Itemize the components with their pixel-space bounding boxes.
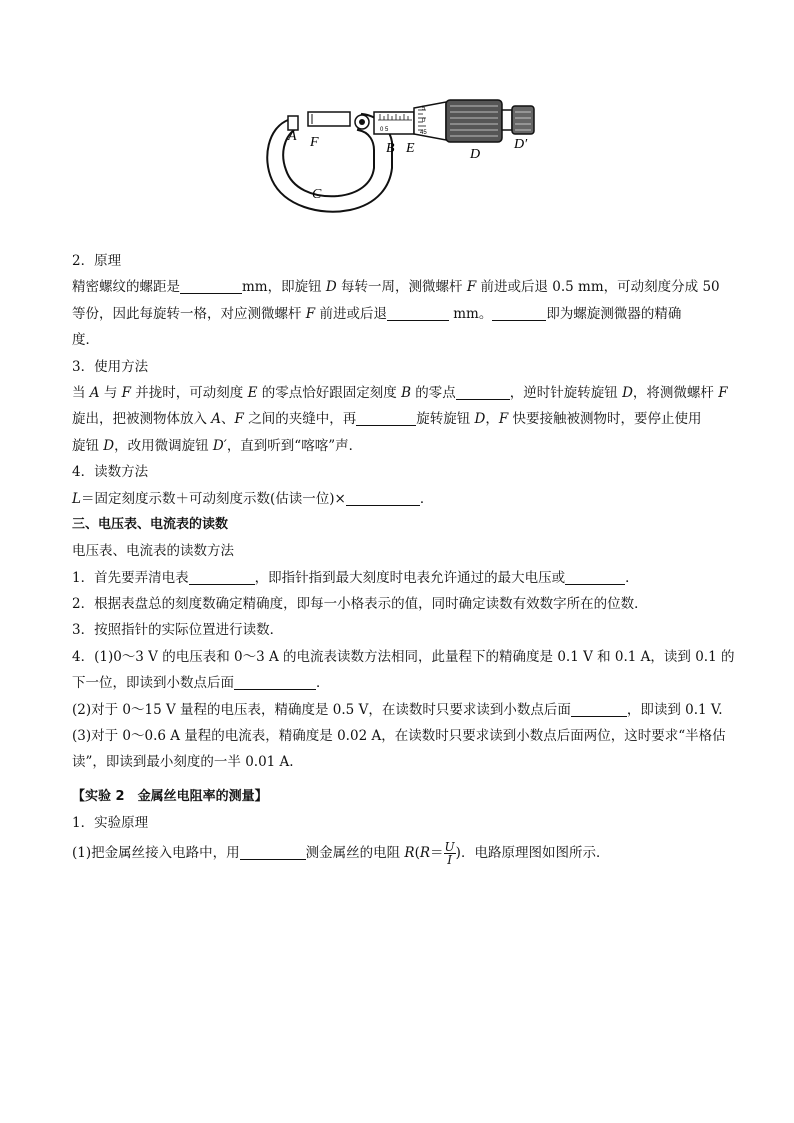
fraction-u-over-i: $\frac{U}{I}$ xyxy=(444,839,455,867)
reading-line-1: L＝固定刻度示数＋可动刻度示数(估读一位)× ． xyxy=(72,490,434,507)
reading-heading: 4．读数方法 xyxy=(72,464,149,481)
spindle-f xyxy=(308,112,350,126)
label-f: F xyxy=(310,135,319,150)
thimble-e xyxy=(414,102,446,140)
label-dp: D′ xyxy=(514,137,528,152)
blank-decimal-place-1[interactable] xyxy=(234,673,316,690)
principle-heading: 2．原理 xyxy=(72,253,122,269)
label-c: C xyxy=(312,187,322,202)
scale-mark-5: 5 xyxy=(422,106,426,112)
blank-precision[interactable] xyxy=(492,304,546,321)
meters-step-3: 3．按照指针的实际位置进行读数． xyxy=(72,622,284,639)
label-b: B xyxy=(386,141,395,156)
meters-step-4-line-1: 4．(1)0～3 V 的电压表和 0～3 A 的电流表读数方法相同，此量程下的精确度是 0.1 V 和 0.1 A，读到 0.1 的 xyxy=(72,648,735,665)
blank-per-division[interactable] xyxy=(387,304,449,321)
meters-step-4-2: (2)对于 0～15 V 量程的电压表，精确度是 0.5 V，在读数时只要求读到小数点后面 ，即读到 0.1 V. xyxy=(72,701,723,718)
meters-heading: 三、电压表、电流表的读数 xyxy=(72,516,229,532)
blank-zero-align[interactable] xyxy=(456,383,510,400)
meters-step-4-line-2: 下一位，即读到小数点后面 ． xyxy=(72,675,330,692)
experiment-principle-line-1: (1)把金属丝接入电路中，用 测金属丝的电阻 R(R＝ $\frac{U}{I}$ )．电路原理图如图所示． xyxy=(72,839,610,867)
meters-subheading: 电压表、电流表的读数方法 xyxy=(72,543,234,560)
fixed-scale-mark: 0 5 xyxy=(380,127,389,133)
meters-step-1: 1．首先要弄清电表 ，即指针指到最大刻度时电表允许通过的最大电压或 ． xyxy=(72,569,639,586)
principle-line-3: 度． xyxy=(72,332,99,349)
principle-line-2: 等份，因此每旋转一格，对应测微螺杆 F 前进或后退 mm。 即为螺旋测微器的精确 xyxy=(72,305,682,322)
scale-mark-0: 0 xyxy=(422,118,426,124)
meters-step-4-3-line-1: (3)对于 0～0.6 A 量程的电流表，精确度是 0.02 A，在读数时只要求读到小数点后面两位，这时要求“半格估 xyxy=(72,728,726,745)
usage-heading: 3．使用方法 xyxy=(72,358,149,375)
content xyxy=(72,248,735,869)
meters-step-2: 2．根据表盘总的刻度数确定精确度，即每一小格表示的值，同时确定读数有效数字所在的位数． xyxy=(72,596,648,613)
blank-max-current[interactable] xyxy=(565,568,625,585)
experiment-heading: 【实验 2 金属丝电阻率的测量】 xyxy=(72,788,268,804)
usage-line-3: 旋钮 D，改用微调旋钮 D′，直到听到“喀喀”声． xyxy=(72,437,363,454)
label-a: A xyxy=(288,129,297,144)
ratchet-dp xyxy=(502,110,512,130)
anvil-a xyxy=(288,116,298,130)
blank-pitch[interactable] xyxy=(180,277,242,294)
principle-line-1: 精密螺纹的螺距是 mm，即旋钮 D 每转一周，测微螺杆 F 前进或后退 0.5 mm，可动刻度分成 50 xyxy=(72,279,720,296)
blank-meter-range[interactable] xyxy=(189,568,255,585)
micrometer-figure xyxy=(250,98,550,223)
usage-line-2: 旋出，把被测物体放入 A、F 之间的夹缝中，再 旋转旋钮 D，F 快要接触被测物时，要停止使用 xyxy=(72,411,702,428)
meters-step-4-3-line-2: 读”，即读到最小刻度的一半 0.01 A. xyxy=(72,754,294,771)
experiment-principle-heading: 1．实验原理 xyxy=(72,815,149,832)
blank-method[interactable] xyxy=(240,843,306,860)
scale-mark-45: 45 xyxy=(420,130,427,136)
blank-rotation-direction[interactable] xyxy=(356,409,416,426)
blank-reading-factor[interactable] xyxy=(346,489,420,506)
label-d: D xyxy=(470,147,481,162)
label-e: E xyxy=(406,141,415,156)
usage-line-1: 当 A 与 F 并拢时，可动刻度 E 的零点恰好跟固定刻度 B 的零点 ，逆时针旋转旋钮 D，将测微螺杆 F xyxy=(72,384,728,401)
blank-decimal-place-2[interactable] xyxy=(571,700,627,717)
